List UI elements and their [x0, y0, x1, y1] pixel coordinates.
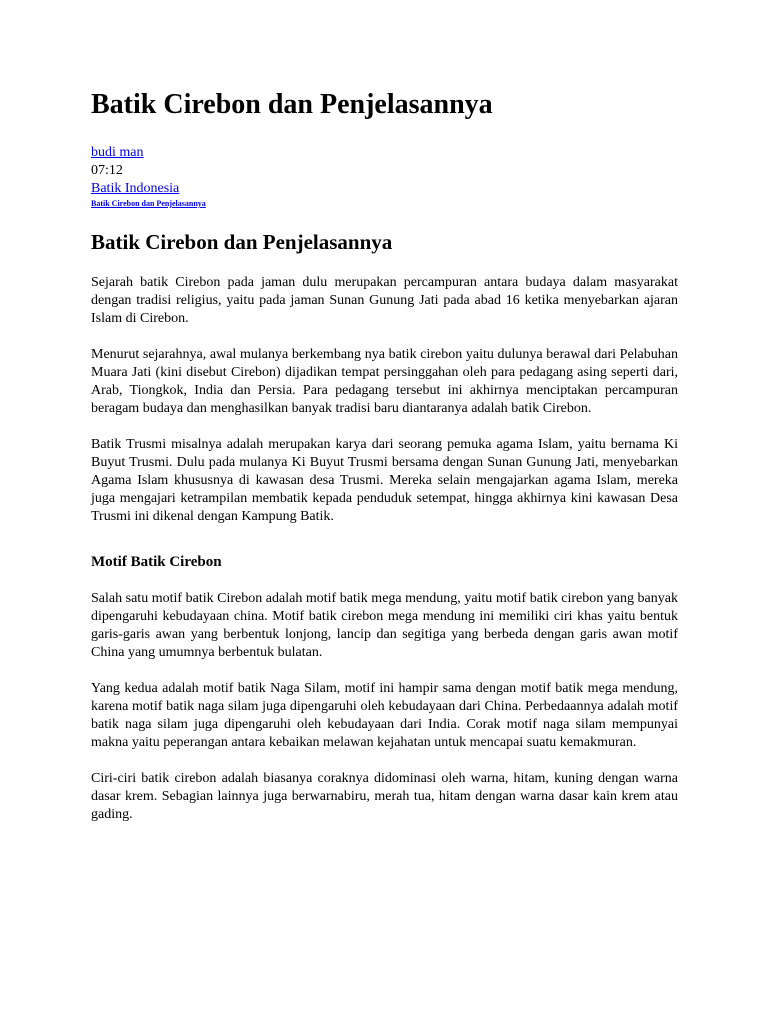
paragraph: Ciri-ciri batik cirebon adalah biasanya coraknya didominasi oleh warna, hitam, kuning dengan warna dasar krem. Sebagian lainnya juga berwarnabiru, merah tua, hitam dengan warna dasar kain krem atau gading.	[91, 771, 678, 822]
paragraph: Yang kedua adalah motif batik Naga Silam, motif ini hampir sama dengan motif batik mega mendung, karena motif batik naga silam juga dipengaruhi oleh kebudayaan dari China. Perbedaannya adalah motif batik naga silam juga dipengaruhi oleh kebudayaan dari India. Corak motif naga silam mempunyai makna yaitu peperangan antara kebaikan melawan kejahatan untuk mencapai suatu kemakmuran.	[91, 681, 678, 750]
post-time: 07:12	[91, 163, 123, 178]
section-heading: Motif Batik Cirebon	[91, 554, 222, 570]
paragraph: Sejarah batik Cirebon pada jaman dulu merupakan percampuran antara budaya dalam masyarakat dengan tradisi religius, yaitu pada jaman Sunan Gunung Jati pada abad 16 ketika menyebarkan ajaran Islam di Cirebon.	[91, 275, 678, 326]
category-link[interactable]: Batik Indonesia	[91, 181, 180, 196]
article	[91, 88, 678, 842]
paragraph: Menurut sejarahnya, awal mulanya berkembang nya batik cirebon yaitu dulunya berawal dari Pelabuhan Muara Jati (kini disebut Cirebon) dijadikan tempat persinggahan oleh para pedagang asing seperti dari, Arab, Tiongkok, India dan Persia. Para pedagang tersebut ini akhirnya menciptakan percampuran beragam budaya dan menghasilkan banyak tradisi baru diantaranya adalah batik Cirebon.	[91, 347, 678, 416]
author-link[interactable]: budi man	[91, 145, 144, 160]
post-meta	[91, 144, 678, 210]
breadcrumb-link[interactable]: Batik Cirebon dan Penjelasannya	[91, 199, 206, 208]
paragraph: Batik Trusmi misalnya adalah merupakan karya dari seorang pemuka agama Islam, yaitu bernama Ki Buyut Trusmi. Dulu pada mulanya Ki Buyut Trusmi bersama dengan Sunan Gunung Jati, menyebarkan Agama Islam khususnya di kawasan desa Trusmi. Mereka selain mengajarkan agama Islam, mereka juga mengajari ketrampilan membatik kepada penduduk setempat, hingga akhirnya kini kawasan Desa Trusmi ini dikenal dengan Kampung Batik.	[91, 437, 678, 524]
page-title: Batik Cirebon dan Penjelasannya	[91, 89, 493, 120]
article-heading: Batik Cirebon dan Penjelasannya	[91, 230, 393, 254]
paragraph: Salah satu motif batik Cirebon adalah motif batik mega mendung, yaitu motif batik cirebon yang banyak dipengaruhi kebudayaan china. Motif batik cirebon mega mendung ini memiliki ciri khas yaitu bentuk garis-garis awan yang berbentuk lonjong, lancip dan segitiga yang berbeda dengan garis awan motif China yang umumnya berbentuk bulatan.	[91, 591, 678, 660]
